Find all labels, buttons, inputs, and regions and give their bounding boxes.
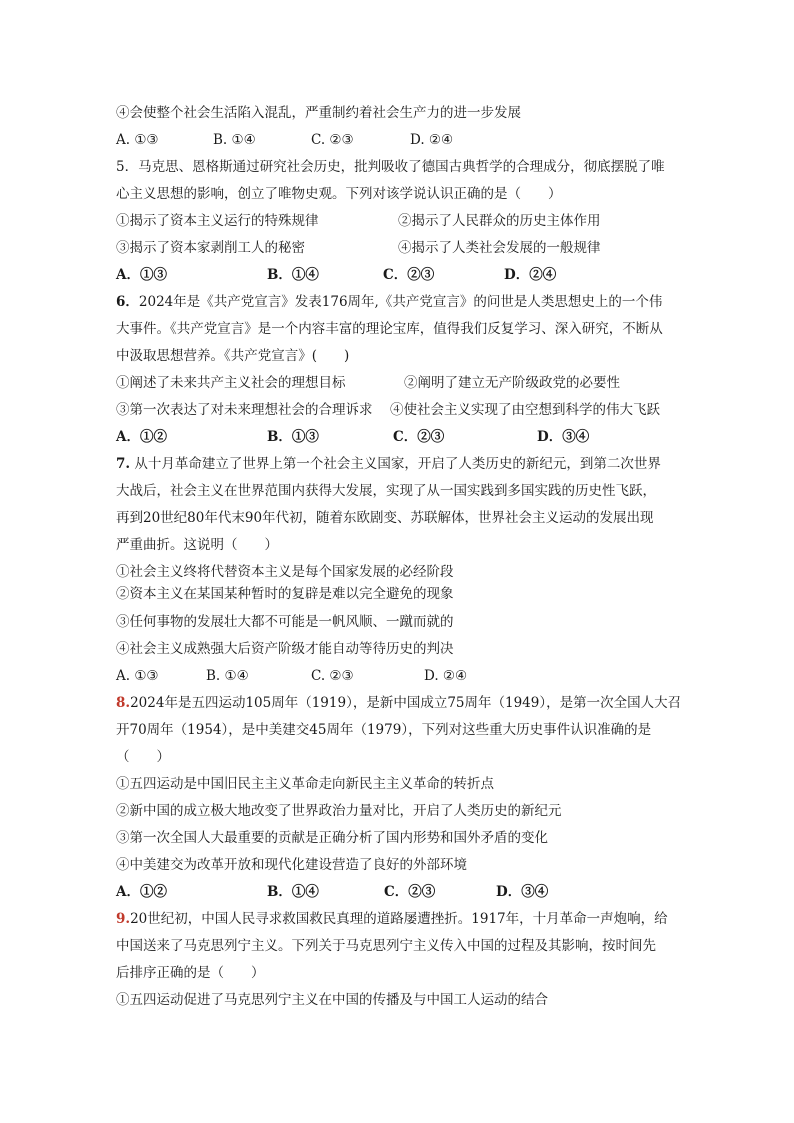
q6-stem-line3: 中汲取思想营养。《共产党宣言》( ) [116,348,350,364]
q6-option-c: C．②③ [393,429,445,445]
q7-option-a: A. ①③ [116,668,159,684]
q8-statement-3: ③第一次全国人大最重要的贡献是正确分析了国内形势和国外矛盾的变化 [116,830,548,846]
q6-option-b: B．①③ [267,429,319,445]
q7-stem-line4: 严重曲折。这说明（ ） [116,537,278,553]
q5-statement-2: ②揭示了人民群众的历史主体作用 [398,213,601,229]
q7-stem-text: 从十月革命建立了世界上第一个社会主义国家，开启了人类历史的新纪元，到第二次世界 [130,456,661,472]
q6-statement-3: ③第一次表达了对未来理想社会的合理诉求 [116,402,373,418]
q7-statement-3: ③任何事物的发展壮大都不可能是一帆风顺、一蹴而就的 [116,614,454,630]
q7-stem-line2: 大战后，社会主义在世界范围内获得大发展，实现了从一国实践到多国实践的历史性飞跃， [116,483,656,499]
q8-statement-4: ④中美建交为改革开放和现代化建设营造了良好的外部环境 [116,857,467,873]
q5-option-d: D．②④ [504,267,557,283]
q5-stem-line2: 心主义思想的影响，创立了唯物史观。下列对该学说认识正确的是（ ） [116,186,562,202]
q7-stem-line3: 再到20世纪80年代末90年代初，随着东欧剧变、苏联解体，世界社会主义运动的发展出现 [116,510,654,526]
q7-option-b: B. ①④ [206,668,249,684]
q5-statement-4: ④揭示了人类社会发展的一般规律 [398,240,601,256]
q5-statement-1: ①揭示了资本主义运行的特殊规律 [116,213,319,229]
q9-number: 9. [116,911,131,927]
q8-statement-1: ①五四运动是中国旧民主主义革命走向新民主主义革命的转折点 [116,776,494,792]
q8-option-a: A．①② [116,884,167,900]
q5-statement-3: ③揭示了资本家剥削工人的秘密 [116,240,305,256]
q6-option-d: D．③④ [537,429,590,445]
q7-statement-1: ①社会主义终将代替资本主义是每个国家发展的必经阶段 [116,564,454,580]
q6-stem-line2: 大事件。《共产党宣言》是一个内容丰富的理论宝库，值得我们反复学习、深入研究，不断从 [116,321,663,337]
q8-statement-2: ②新中国的成立极大地改变了世界政治力量对比，开启了人类历史的新纪元 [116,803,562,819]
q6-statement-1: ①阐述了未来共产主义社会的理想目标 [116,375,346,391]
q6-option-a: A．①② [116,429,167,445]
q8-option-b: B．①④ [267,884,319,900]
q9-stem-text: 20世纪初，中国人民寻求救国救民真理的道路屡遭挫折。1917年，十月革命一声炮响，给 [130,911,668,927]
q6-stem-line1 [116,293,696,311]
q8-number: 8. [116,695,131,711]
q7-option-c: C. ②③ [311,668,354,684]
q9-stem-line2: 中国送来了马克思列宁主义。下列关于马克思列宁主义传入中国的过程及其影响，按时间先 [116,938,656,954]
q7-number: 7. [116,456,131,472]
q5-option-c: C．②③ [383,267,435,283]
q8-stem-line2: 开70周年（1954），是中美建交45周年（1979），下列对这些重大历史事件认识准确的是 [116,722,652,738]
option-a: A. ①③ [116,132,159,148]
q7-option-d: D. ②④ [424,668,468,684]
q5-option-a: A．①③ [116,267,167,283]
option-c: C. ②③ [311,132,354,148]
q6-stem-text: 2024年是《共产党宣言》发表176周年,《共产党宣言》的问世是人类思想史上的一个伟 [138,294,663,310]
q8-stem-line3: （ ） [116,749,170,765]
option-d: D. ②④ [410,132,454,148]
q5-stem-line1: 5．马克思、恩格斯通过研究社会历史，批判吸收了德国古典哲学的合理成分，彻底摆脱了唯 [116,159,665,175]
statement-4: ④会使整个社会生活陷入混乱，严重制约着社会生产力的进一步发展 [116,105,521,121]
q8-option-d: D．③④ [496,884,549,900]
q8-option-c: C．②③ [384,884,436,900]
q9-statement-1: ①五四运动促进了马克思列宁主义在中国的传播及与中国工人运动的结合 [116,992,548,1008]
q6-number: 6． [116,294,139,310]
q5-option-b: B．①④ [267,267,319,283]
q7-stem-line1 [116,455,696,473]
q7-statement-2: ②资本主义在某国某种暂时的复辟是难以完全避免的现象 [116,586,454,602]
q6-statement-4: ④使社会主义实现了由空想到科学的伟大飞跃 [390,402,660,418]
q8-stem-line1 [116,694,696,712]
q9-stem-line3: 后排序正确的是（ ） [116,965,265,981]
q8-stem-text: 2024年是五四运动105周年（1919），是新中国成立75周年（1949），是第一次全国人大召 [130,695,682,711]
q9-stem-line1 [116,910,696,928]
q6-statement-2: ②阐明了建立无产阶级政党的必要性 [404,375,620,391]
q7-statement-4: ④社会主义成熟强大后资产阶级才能自动等待历史的判决 [116,641,454,657]
option-b: B. ①④ [213,132,256,148]
